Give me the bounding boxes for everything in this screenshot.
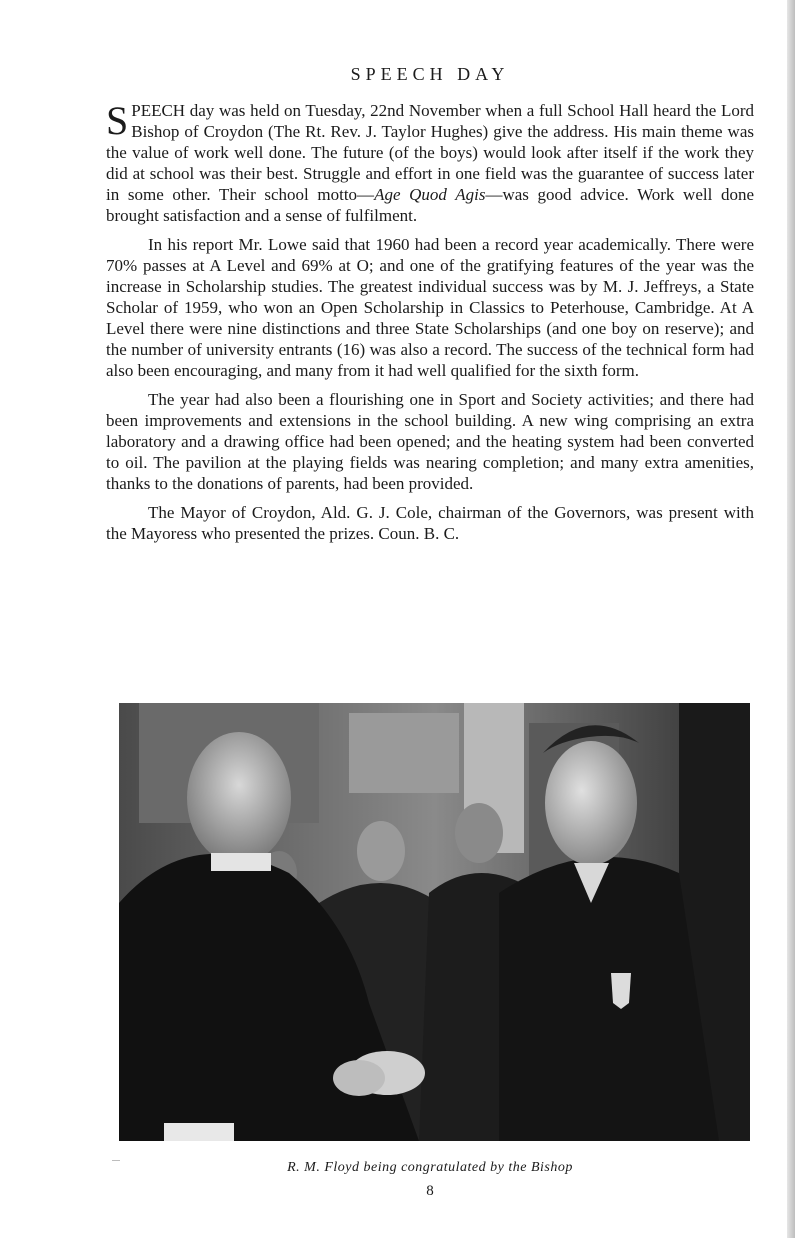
photo-scene (119, 703, 750, 1141)
page-number: 8 (426, 1183, 434, 1199)
photo-caption: R. M. Floyd being congratulated by the Bishop (287, 1160, 573, 1175)
paragraph-4: The Mayor of Croydon, Ald. G. J. Cole, chairman of the Governors, was present with the Mayoress who presented the prizes. Coun. B. C. (106, 503, 754, 543)
paragraph-3: The year had also been a flourishing one in Sport and Society activities; and there had been improvements and extensions in the school building. A new wing comprising an extra laboratory and a drawing office had been opened; and the heating system had been converted to oil. The pavilion at the playing fields was nearing completion; and many extra amenities, thanks to the donations of parents, had been provided. (106, 390, 754, 493)
page-edge-shadow (787, 0, 795, 1238)
article-body (106, 100, 754, 544)
photograph (119, 703, 750, 1141)
paragraph-1-text: PEECH day was held on Tuesday, 22nd November when a full School Hall heard the Lord Bishop of Croydon (The Rt. Rev. J. Taylor Hughes) give the address. His main theme was the value of work well done. The future (of the boys) would look after itself if the work they did at school was their best. Struggle and effort in one field was the guarantee of success later in some other. Their school motto— (106, 101, 754, 204)
scan-speck (112, 1160, 120, 1161)
paragraph-2: In his report Mr. Lowe said that 1960 had been a record year academically. There were 70% passes at A Level and 69% at O; and one of the gratifying features of the year was the increase in Scholarship studies. The greatest individual success was by M. J. Jeffreys, a State Scholar of 1959, who won an Open Scholarship in Classics to Peterhouse, Cambridge. At A Level there were nine distinctions and three State Scholarships (and one boy on reserve); and the number of university entrants (16) was also a record. The success of the technical form had also been encouraging, and many from it had well qualified for the sixth form. (106, 235, 754, 380)
paragraph-1-end: —was good advice. Work well done brought satisfaction and a sense of fulfilment. (106, 185, 754, 225)
drop-cap: S (106, 98, 129, 143)
paragraph-1 (106, 100, 754, 226)
page-title: SPEECH DAY (350, 64, 510, 84)
school-motto: Age Quod Agis (374, 185, 486, 204)
